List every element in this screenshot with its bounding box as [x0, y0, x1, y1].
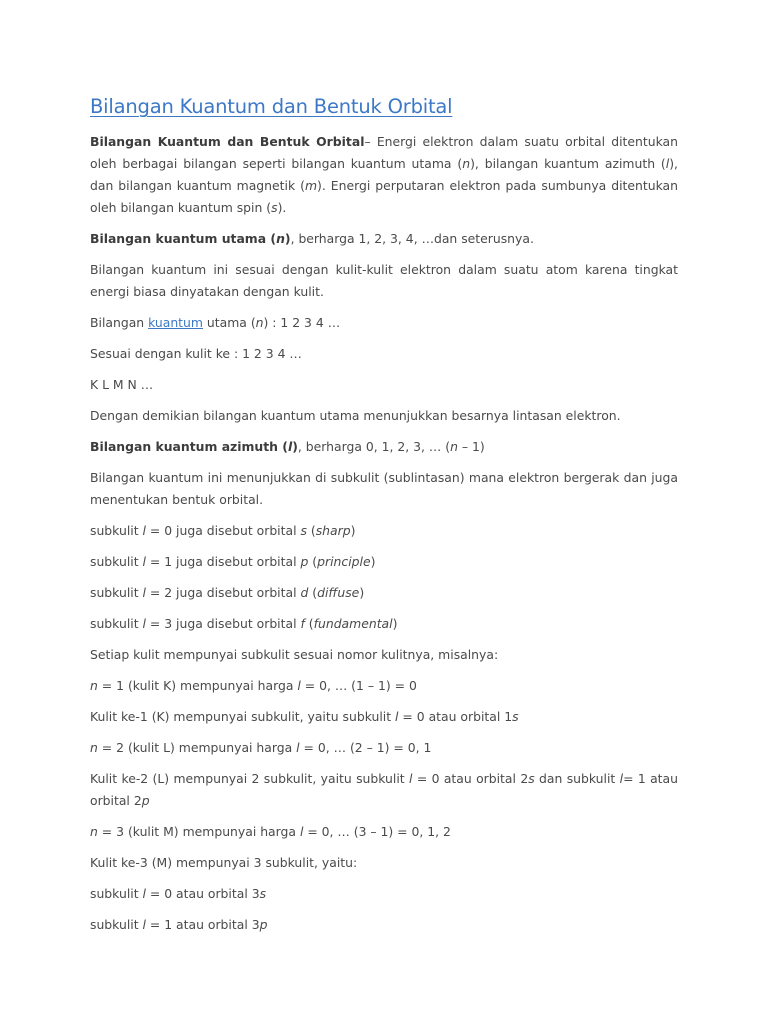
intro-var-l: l	[665, 156, 670, 171]
utama-bold-a: Bilangan kuantum utama (	[90, 231, 277, 246]
intro-var-s: s	[271, 200, 278, 215]
utama-n-text-a: Bilangan	[90, 315, 149, 330]
subkulit-text: )	[392, 616, 398, 631]
subkulit-text: subkulit	[90, 523, 143, 538]
intro-text-2: ), bilangan kuantum azimuth (	[470, 156, 666, 171]
n2-line	[90, 737, 678, 759]
page-title: Bilangan Kuantum dan Bentuk Orbital	[90, 95, 453, 118]
n3-text-b: = 0, … (3 – 1) = 0, 1, 2	[303, 824, 451, 839]
subkulit-line	[90, 520, 678, 542]
var-l: l	[142, 917, 146, 932]
var-l: l	[395, 709, 399, 724]
intro-text-5: ).	[277, 200, 287, 215]
k2-text-c: dan subkulit	[534, 771, 620, 786]
subkulit-text: (	[308, 554, 318, 569]
setiap-paragraph: Setiap kulit mempunyai subkulit sesuai nomor kulitnya, misalnya:	[90, 647, 499, 662]
orbital-letter: s	[300, 523, 307, 538]
sesuai-paragraph: Sesuai dengan kulit ke : 1 2 3 4 …	[90, 346, 302, 361]
var-l: l	[296, 740, 300, 755]
subkulit-text: subkulit	[90, 616, 143, 631]
orbital-letter: s	[512, 709, 519, 724]
n1-text-b: = 0, … (1 – 1) = 0	[300, 678, 417, 693]
azimuth-bold-a: Bilangan kuantum azimuth (	[90, 439, 288, 454]
orbital-name: principle	[317, 554, 371, 569]
sub3-line	[90, 883, 678, 905]
subkulit-text: subkulit	[90, 585, 143, 600]
utama-n-paragraph	[90, 312, 678, 334]
n2-text-a: = 2 (kulit L) mempunyai harga	[97, 740, 297, 755]
n1-line	[90, 675, 678, 697]
orbital-letter: s	[259, 886, 267, 901]
var-l: l	[142, 886, 146, 901]
var-l: l	[297, 678, 301, 693]
subkulit-var-l: l	[142, 585, 146, 600]
n1-text-a: = 1 (kulit K) mempunyai harga	[97, 678, 298, 693]
intro-var-n: n	[462, 156, 471, 171]
sub3-text: subkulit	[90, 917, 143, 932]
var-l: l	[409, 771, 413, 786]
subkulit-text: )	[359, 585, 365, 600]
k2-text-a: Kulit ke-2 (L) mempunyai 2 subkulit, yaitu subkulit	[90, 771, 410, 786]
sub3-line	[90, 914, 678, 936]
subkulit-text: )	[350, 523, 356, 538]
intro-text-4: ). Energi perputaran elektron pada sumbunya ditentukan oleh bilangan kuantum spin (	[90, 178, 678, 215]
utama-bold-b: )	[284, 231, 291, 246]
sub3-text: = 0 atau orbital 3	[145, 886, 260, 901]
orbital-letter: d	[300, 585, 309, 600]
demikian-paragraph: Dengan demikian bilangan kuantum utama menunjukkan besarnya lintasan elektron.	[90, 408, 621, 423]
utama-n-var: n	[255, 315, 264, 330]
subkulit-line	[90, 582, 678, 604]
azimuth-bold-var: l	[287, 439, 293, 454]
sub3-text: = 1 atau orbital 3	[145, 917, 260, 932]
n3-line	[90, 821, 678, 843]
subkulit-var-l: l	[142, 616, 146, 631]
subkulit-var-l: l	[142, 554, 146, 569]
utama-bold-var: n	[276, 231, 285, 246]
k3-line: Kulit ke-3 (M) mempunyai 3 subkulit, yaitu:	[90, 855, 358, 870]
azimuth-bold-b: )	[292, 439, 298, 454]
k2-line	[90, 768, 678, 812]
orbital-name: fundamental	[313, 616, 393, 631]
subkulit-text: )	[370, 554, 376, 569]
subkulit-text: = 3 juga disebut orbital	[145, 616, 301, 631]
intro-text-1: – Energi elektron dalam suatu orbital ditentukan oleh berbagai bilangan seperti bilangan kuantum utama (	[90, 134, 678, 171]
k1-line	[90, 706, 678, 728]
orbital-letter: f	[300, 616, 305, 631]
var-n: n	[90, 678, 98, 693]
orbital-name: sharp	[315, 523, 351, 538]
k2-text-d: = 1 atau orbital 2	[90, 771, 678, 808]
var-l: l	[299, 824, 304, 839]
k2-text-b: = 0 atau orbital 2	[412, 771, 529, 786]
intro-bold-term: Bilangan Kuantum dan Bentuk Orbital	[90, 134, 365, 149]
klmn-paragraph: K L M N …	[90, 377, 154, 392]
azimuth-bold	[90, 439, 298, 454]
orbital-letter: s	[528, 771, 535, 786]
subkulit-text: subkulit	[90, 554, 143, 569]
subkulit-text: (	[308, 585, 318, 600]
utama-bold	[90, 231, 291, 246]
subkulit-line	[90, 613, 678, 635]
utama-heading-paragraph	[90, 228, 678, 250]
utama-n-text-c: ) : 1 2 3 4 …	[263, 315, 341, 330]
azimuth-rest-var: n	[450, 439, 458, 454]
subkulit-var-l: l	[142, 523, 146, 538]
intro-paragraph	[90, 131, 678, 219]
azimuth-heading-paragraph	[90, 436, 678, 458]
orbital-letter: p	[259, 917, 268, 932]
subkulit-text: = 2 juga disebut orbital	[145, 585, 301, 600]
utama-n-text-b: utama (	[202, 315, 256, 330]
subkulit-text: = 0 juga disebut orbital	[145, 523, 301, 538]
var-n: n	[90, 824, 98, 839]
utama-rest: , berharga 1, 2, 3, 4, …dan seterusnya.	[290, 231, 534, 246]
k1-text-a: Kulit ke-1 (K) mempunyai subkulit, yaitu subkulit	[90, 709, 396, 724]
azimuth-rest-b: – 1)	[457, 439, 485, 454]
orbital-letter: p	[141, 793, 150, 808]
subkulit-text: (	[306, 523, 316, 538]
intro-var-m: m	[304, 178, 318, 193]
var-n: n	[90, 740, 98, 755]
k1-text-b: = 0 atau orbital 1	[398, 709, 513, 724]
n2-text-b: = 0, … (2 – 1) = 0, 1	[299, 740, 432, 755]
var-l: l	[619, 771, 624, 786]
orbital-name: diffuse	[317, 585, 360, 600]
orbital-letter: p	[300, 554, 309, 569]
subkulit-paragraph: Bilangan kuantum ini menunjukkan di subkulit (sublintasan) mana elektron bergerak dan juga menentukan bentuk orbital.	[90, 470, 678, 507]
kuantum-link[interactable]: kuantum	[148, 315, 203, 330]
subkulit-line	[90, 551, 678, 573]
n3-text-a: = 3 (kulit M) mempunyai harga	[97, 824, 300, 839]
subkulit-text: (	[304, 616, 314, 631]
azimuth-rest-a: , berharga 0, 1, 2, 3, … (	[297, 439, 451, 454]
subkulit-text: = 1 juga disebut orbital	[145, 554, 301, 569]
intro-text-3: ), dan bilangan kuantum magnetik (	[90, 156, 678, 193]
sub3-text: subkulit	[90, 886, 143, 901]
kulit-paragraph: Bilangan kuantum ini sesuai dengan kulit-kulit elektron dalam suatu atom karena tingkat energi biasa dinyatakan dengan kulit.	[90, 262, 678, 299]
